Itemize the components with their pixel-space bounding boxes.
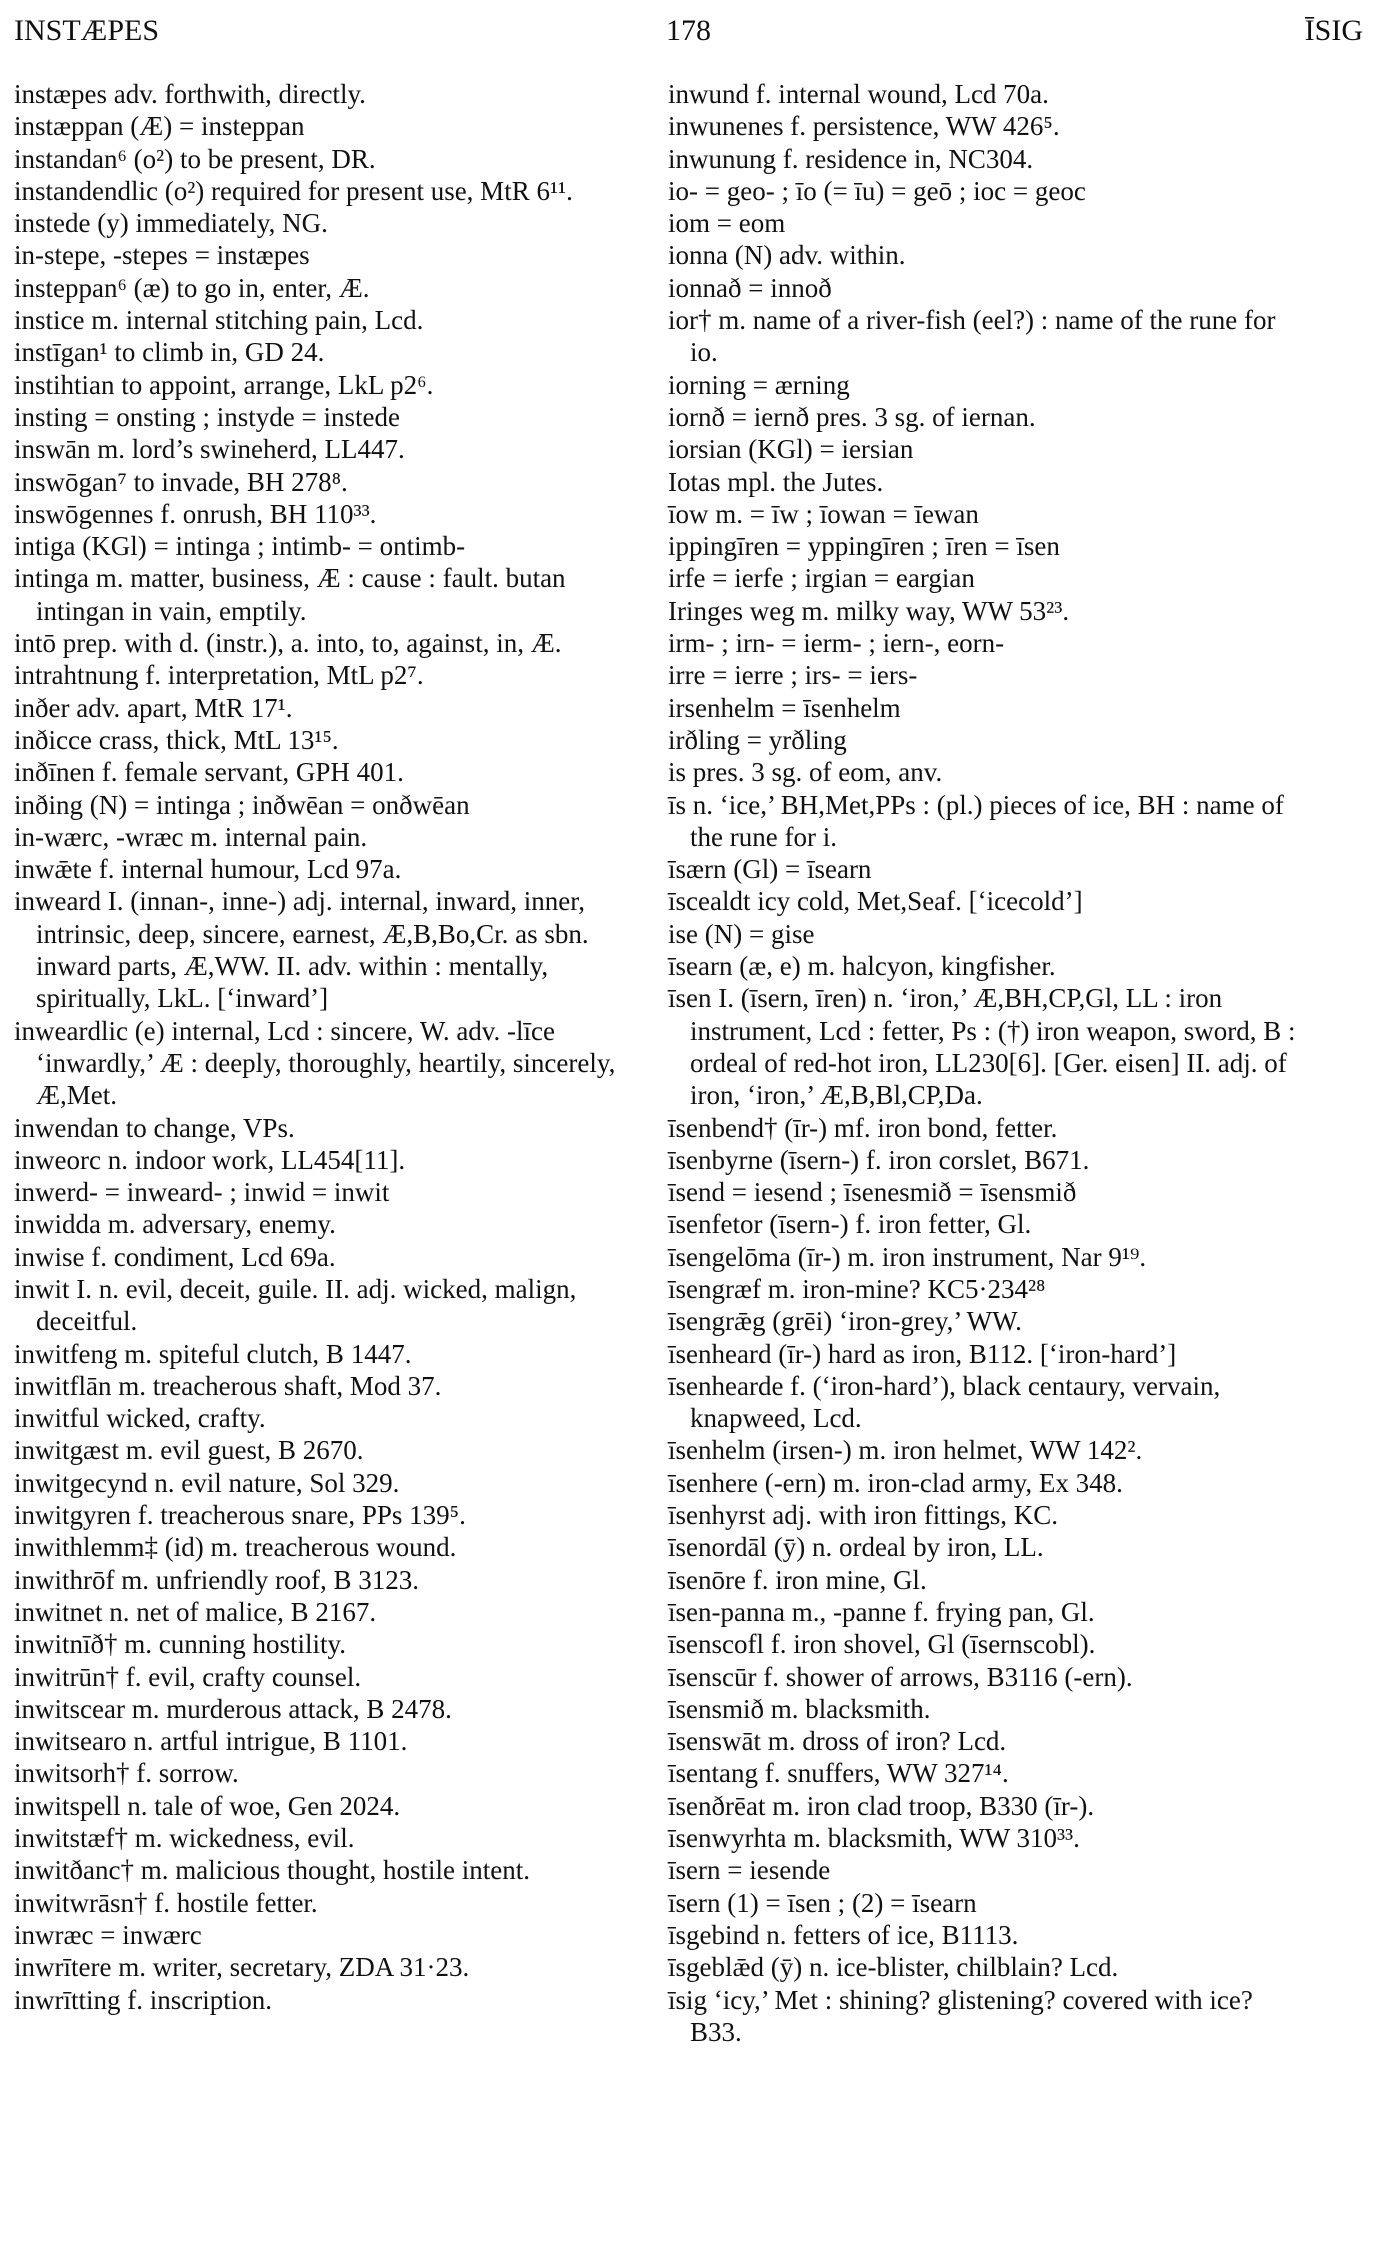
dictionary-entry: Iotas mpl. the Jutes.	[668, 466, 884, 497]
page-header	[14, 14, 1363, 58]
dictionary-entry: īsern (1) = īsen ; (2) = īsearn	[668, 1887, 977, 1918]
dictionary-entry: īsen-panna m., -panne f. frying pan, Gl.	[668, 1596, 1095, 1627]
dictionary-entry: īsen I. (īsern, īren) n. ‘iron,’ Æ,BH,CP,Gl, LL : iron instrument, Lcd : fetter, Ps : (†) iron weapon, sword, B : ordeal of red-hot iron, LL230[6]. [Ger. eisen] II. adj. of iron, ‘iron,’ Æ,B,Bl,CP,Da.	[668, 983, 1296, 1111]
dictionary-entry: inswōgan⁷ to invade, BH 278⁸.	[14, 466, 348, 497]
dictionary-entry: īsærn (Gl) = īsearn	[668, 854, 872, 885]
dictionary-entry: inðicce crass, thick, MtL 13¹⁵.	[14, 724, 339, 755]
dictionary-entry: irre = ierre ; irs- = iers-	[668, 660, 918, 691]
header-left-guideword: INSTÆPES	[14, 14, 160, 47]
dictionary-entry: inwitflān m. treacherous shaft, Mod 37.	[14, 1370, 442, 1401]
right-column	[668, 78, 1304, 2048]
dictionary-entry: īsenðrēat m. iron clad troop, B330 (īr-).	[668, 1790, 1095, 1821]
dictionary-entry: iornð = iernð pres. 3 sg. of iernan.	[668, 401, 1036, 432]
dictionary-entry: inwithlemm‡ (id) m. treacherous wound.	[14, 1532, 457, 1563]
dictionary-entry: īsenbend† (īr-) mf. iron bond, fetter.	[668, 1112, 1058, 1143]
dictionary-entry: io- = geo- ; īo (= īu) = geō ; ioc = geoc	[668, 175, 1086, 206]
dictionary-entry: inðing (N) = intinga ; inðwēan = onðwēan	[14, 789, 470, 820]
dictionary-entry: inwitscear m. murderous attack, B 2478.	[14, 1693, 452, 1724]
dictionary-entry: intiga (KGl) = intinga ; intimb- = ontimb-	[14, 531, 466, 562]
dictionary-entry: iorsian (KGl) = iersian	[668, 434, 914, 465]
dictionary-entry: īsenhyrst adj. with iron fittings, KC.	[668, 1500, 1058, 1531]
dictionary-entry: īsenscūr f. shower of arrows, B3116 (-ern).	[668, 1661, 1133, 1692]
dictionary-entry: inwitnet n. net of malice, B 2167.	[14, 1596, 377, 1627]
dictionary-entry: inwithrōf m. unfriendly roof, B 3123.	[14, 1564, 419, 1595]
dictionary-entry: inwit I. n. evil, deceit, guile. II. adj. wicked, malign, deceitful.	[14, 1273, 577, 1337]
dictionary-entry: inwræc = inwærc	[14, 1919, 202, 1950]
dictionary-entry: īsgeblǣd (ȳ) n. ice-blister, chilblain? Lcd.	[668, 1952, 1119, 1983]
dictionary-entry: īsenscofl f. iron shovel, Gl (īsernscobl).	[668, 1629, 1096, 1660]
dictionary-entry: īsig ‘icy,’ Met : shining? glistening? covered with ice? B33.	[668, 1984, 1253, 2047]
dictionary-entry: inwitgyren f. treacherous snare, PPs 139⁵.	[14, 1500, 466, 1531]
dictionary-entry: inwitsorh† f. sorrow.	[14, 1758, 239, 1789]
dictionary-entry: inwitsearo n. artful intrigue, B 1101.	[14, 1726, 408, 1757]
dictionary-entry: inweorc n. indoor work, LL454[11].	[14, 1144, 406, 1175]
dictionary-entry: inweardlic (e) internal, Lcd : sincere, W. adv. -līce ‘inwardly,’ Æ : deeply, thoroughly, heartily, sincerely, Æ,Met.	[14, 1015, 616, 1111]
dictionary-entry: instice m. internal stitching pain, Lcd.	[14, 305, 424, 336]
dictionary-entry: intō prep. with d. (instr.), a. into, to, against, in, Æ.	[14, 628, 562, 659]
dictionary-entry: īsenswāt m. dross of iron? Lcd.	[668, 1726, 1007, 1757]
dictionary-entry: īsenfetor (īsern-) f. iron fetter, Gl.	[668, 1209, 1032, 1240]
dictionary-entry: īsenordāl (ȳ) n. ordeal by iron, LL.	[668, 1532, 1044, 1563]
dictionary-entry: inwitfeng m. spiteful clutch, B 1447.	[14, 1338, 412, 1369]
dictionary-entry: ippingīren = yppingīren ; īren = īsen	[668, 531, 1060, 562]
dictionary-entry: inweard I. (innan-, inne-) adj. internal, inward, inner, intrinsic, deep, sincere, earnest, Æ,B,Bo,Cr. as sbn. inward parts, Æ,WW. II. adv. within : mentally, spiritually, LkL. [‘inward’]	[14, 886, 589, 1014]
dictionary-entry: inwitful wicked, crafty.	[14, 1403, 266, 1434]
dictionary-entry: inwitspell n. tale of woe, Gen 2024.	[14, 1790, 401, 1821]
dictionary-entry: inwǣte f. internal humour, Lcd 97a.	[14, 854, 402, 885]
dictionary-entry: irsenhelm = īsenhelm	[668, 692, 901, 723]
dictionary-entry: īs n. ‘ice,’ BH,Met,PPs : (pl.) pieces of ice, BH : name of the rune for i.	[668, 789, 1284, 852]
dictionary-entry: inwunenes f. persistence, WW 426⁵.	[668, 111, 1060, 142]
dictionary-entry: īsgebind n. fetters of ice, B1113.	[668, 1919, 1019, 1950]
dictionary-entry: instihtian to appoint, arrange, LkL p2⁶.	[14, 369, 434, 400]
dictionary-entry: īsentang f. snuffers, WW 327¹⁴.	[668, 1758, 1009, 1789]
dictionary-entry: irðling = yrðling	[668, 724, 847, 755]
dictionary-entry: inwund f. internal wound, Lcd 70a.	[668, 79, 1049, 109]
dictionary-entry: īsengræf m. iron-mine? KC5·234²⁸	[668, 1273, 1046, 1304]
dictionary-entry: intrahtnung f. interpretation, MtL p2⁷.	[14, 660, 424, 691]
dictionary-entry: īsenōre f. iron mine, Gl.	[668, 1564, 927, 1595]
dictionary-entry: ior† m. name of a river-fish (eel?) : name of the rune for io.	[668, 305, 1276, 368]
dictionary-entry: instæpes adv. forthwith, directly.	[14, 79, 366, 109]
dictionary-entry: instandan⁶ (o²) to be present, DR.	[14, 143, 376, 174]
dictionary-entry: ionna (N) adv. within.	[668, 240, 906, 271]
dictionary-entry: inwrītting f. inscription.	[14, 1984, 272, 2015]
dictionary-entry: ionnað = innoð	[668, 272, 832, 303]
dictionary-entry: inwitnīð† m. cunning hostility.	[14, 1629, 347, 1660]
dictionary-entry: īow m. = īw ; īowan = īewan	[668, 498, 979, 529]
dictionary-entry: in-wærc, -wræc m. internal pain.	[14, 821, 368, 852]
header-right-guideword: ĪSIG	[1304, 14, 1363, 47]
dictionary-entry: īsern = iesende	[668, 1855, 831, 1886]
dictionary-entry: iom = eom	[668, 208, 786, 239]
dictionary-entry: insteppan⁶ (æ) to go in, enter, Æ.	[14, 272, 370, 303]
dictionary-entry: ise (N) = gise	[668, 918, 815, 949]
dictionary-entry: inwise f. condiment, Lcd 69a.	[14, 1241, 336, 1272]
left-column	[14, 78, 644, 2016]
dictionary-entry: inwitwrāsn† f. hostile fetter.	[14, 1887, 318, 1918]
dictionary-entry: inwitðanc† m. malicious thought, hostile intent.	[14, 1855, 530, 1886]
dictionary-entry: īsengrǣg (grēi) ‘iron-grey,’ WW.	[668, 1306, 1022, 1337]
dictionary-entry: instede (y) immediately, NG.	[14, 208, 328, 239]
dictionary-entry: īsenhere (-ern) m. iron-clad army, Ex 348.	[668, 1467, 1123, 1498]
dictionary-entry: īsenhearde f. (‘iron-hard’), black centaury, vervain, knapweed, Lcd.	[668, 1370, 1221, 1434]
page-number: 178	[666, 14, 711, 47]
dictionary-entry: īsenwyrhta m. blacksmith, WW 310³³.	[668, 1823, 1080, 1854]
dictionary-entry: īsend = iesend ; īsenesmið = īsensmið	[668, 1177, 1077, 1208]
dictionary-entry: insting = onsting ; instyde = instede	[14, 401, 400, 432]
dictionary-entry: īsenheard (īr-) hard as iron, B112. [‘iron-hard’]	[668, 1338, 1177, 1369]
dictionary-entry: Iringes weg m. milky way, WW 53²³.	[668, 595, 1070, 626]
dictionary-entry: īsearn (æ, e) m. halcyon, kingfisher.	[668, 951, 1056, 982]
dictionary-entry: in-stepe, -stepes = instæpes	[14, 240, 310, 271]
dictionary-entry: irfe = ierfe ; irgian = eargian	[668, 563, 975, 594]
dictionary-entry: īsenbyrne (īsern-) f. iron corslet, B671.	[668, 1144, 1090, 1175]
dictionary-entry: is pres. 3 sg. of eom, anv.	[668, 757, 943, 788]
dictionary-entry: īsensmið m. blacksmith.	[668, 1693, 931, 1724]
dictionary-entry: instandendlic (o²) required for present use, MtR 6¹¹.	[14, 175, 573, 206]
dictionary-entry: irm- ; irn- = ierm- ; iern-, eorn-	[668, 628, 1005, 659]
dictionary-entry: inwitstæf† m. wickedness, evil.	[14, 1823, 355, 1854]
dictionary-entry: inwitgecynd n. evil nature, Sol 329.	[14, 1467, 400, 1498]
dictionary-entry: inswān m. lord’s swineherd, LL447.	[14, 434, 405, 465]
dictionary-entry: īsenhelm (irsen-) m. iron helmet, WW 142².	[668, 1435, 1143, 1466]
dictionary-entry: inwitgæst m. evil guest, B 2670.	[14, 1435, 364, 1466]
dictionary-entry: inwendan to change, VPs.	[14, 1112, 295, 1143]
dictionary-entry: iorning = ærning	[668, 369, 850, 400]
dictionary-entry: instæppan (Æ) = insteppan	[14, 111, 305, 142]
dictionary-entry: īscealdt icy cold, Met,Seaf. [‘icecold’]	[668, 886, 1083, 917]
dictionary-entry: īsengelōma (īr-) m. iron instrument, Nar 9¹⁹.	[668, 1241, 1147, 1272]
dictionary-entry: instīgan¹ to climb in, GD 24.	[14, 337, 325, 368]
dictionary-entry: inwidda m. adversary, enemy.	[14, 1209, 336, 1240]
dictionary-entry: inðer adv. apart, MtR 17¹.	[14, 692, 293, 723]
dictionary-entry: inwunung f. residence in, NC304.	[668, 143, 1034, 174]
dictionary-entry: inwerd- = inweard- ; inwid = inwit	[14, 1177, 390, 1208]
dictionary-entry: inswōgennes f. onrush, BH 110³³.	[14, 498, 377, 529]
dictionary-entry: inwrītere m. writer, secretary, ZDA 31·23.	[14, 1952, 470, 1983]
dictionary-entry: inwitrūn† f. evil, crafty counsel.	[14, 1661, 362, 1692]
dictionary-entry: inðīnen f. female servant, GPH 401.	[14, 757, 404, 788]
dictionary-entry: intinga m. matter, business, Æ : cause : fault. butan intingan in vain, emptily.	[14, 563, 566, 626]
